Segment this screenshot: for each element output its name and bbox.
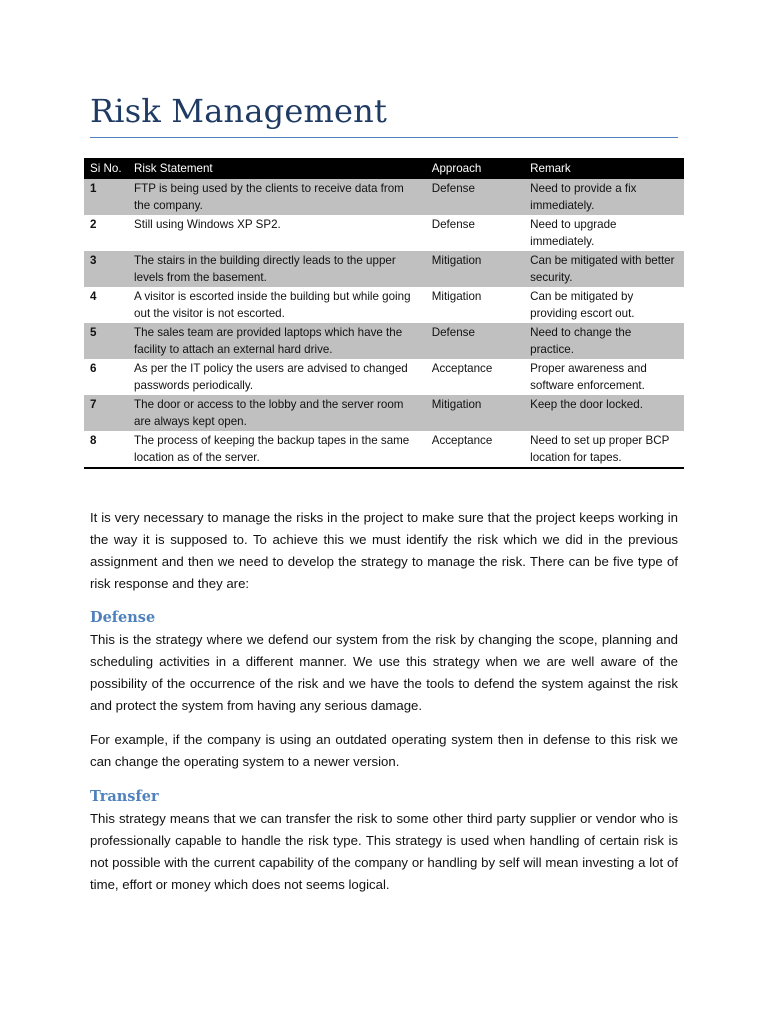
risk-table [84, 158, 684, 469]
row-remark: Need to provide a fix immediately. [524, 179, 684, 215]
row-statement: The sales team are provided laptops which have the facility to attach an external hard drive. [128, 323, 426, 359]
row-remark: Keep the door locked. [524, 395, 684, 431]
row-statement: The stairs in the building directly leads to the upper levels from the basement. [128, 251, 426, 287]
row-sl: 1 [84, 179, 128, 215]
transfer-paragraph-1: This strategy means that we can transfer the risk to some other third party supplier or vendor who is professionally capable to handle the risk type. This strategy is used when handling of certain risk is not possible with the current capability of the company or handling by self will mean investing a lot of time, effort or money which does not seems logical. [90, 811, 678, 892]
row-remark: Need to upgrade immediately. [524, 215, 684, 251]
row-remark: Need to change the practice. [524, 323, 684, 359]
row-statement: As per the IT policy the users are advised to changed passwords periodically. [128, 359, 426, 395]
table-row [84, 251, 684, 287]
row-statement: Still using Windows XP SP2. [128, 215, 426, 251]
row-approach: Acceptance [426, 431, 524, 468]
table-row [84, 215, 684, 251]
page-title: Risk Management [90, 92, 388, 130]
title-underline [90, 137, 678, 138]
row-remark: Can be mitigated with better security. [524, 251, 684, 287]
defense-paragraph-1: This is the strategy where we defend our system from the risk by changing the scope, planning and scheduling activities in a different manner. We use this strategy when we are well aware of the possibility of the occurrence of the risk and we have the tools to defend the system against the risk and protect the system from having any serious damage. [90, 632, 678, 713]
header-remark: Remark [524, 158, 684, 179]
table-row [84, 287, 684, 323]
intro-paragraph: It is very necessary to manage the risks in the project to make sure that the project keeps working in the way it is supposed to. To achieve this we must identify the risk which we did in the previous assignment and then we need to develop the strategy to manage the risk. There can be five type of risk response and they are: [90, 510, 678, 591]
row-statement: The door or access to the lobby and the server room are always kept open. [128, 395, 426, 431]
row-remark: Can be mitigated by providing escort out. [524, 287, 684, 323]
row-approach: Defense [426, 323, 524, 359]
row-statement: A visitor is escorted inside the building but while going out the visitor is not escorted. [128, 287, 426, 323]
table-row [84, 431, 684, 468]
table-row [84, 323, 684, 359]
row-remark: Need to set up proper BCP location for tapes. [524, 431, 684, 468]
header-sl-no: Si No. [84, 158, 128, 179]
row-statement: The process of keeping the backup tapes in the same location as of the server. [128, 431, 426, 468]
row-sl: 5 [84, 323, 128, 359]
defense-paragraph-2: For example, if the company is using an outdated operating system then in defense to this risk we can change the operating system to a newer version. [90, 732, 678, 769]
row-approach: Mitigation [426, 287, 524, 323]
section-heading-transfer: Transfer [90, 788, 159, 805]
row-approach: Mitigation [426, 251, 524, 287]
table-row [84, 395, 684, 431]
row-sl: 3 [84, 251, 128, 287]
row-statement: FTP is being used by the clients to receive data from the company. [128, 179, 426, 215]
row-sl: 6 [84, 359, 128, 395]
row-approach: Acceptance [426, 359, 524, 395]
row-sl: 4 [84, 287, 128, 323]
row-sl: 8 [84, 431, 128, 468]
table-row [84, 179, 684, 215]
row-approach: Mitigation [426, 395, 524, 431]
row-approach: Defense [426, 179, 524, 215]
table-header-row [84, 158, 684, 179]
header-approach: Approach [426, 158, 524, 179]
section-heading-defense: Defense [90, 609, 156, 626]
row-sl: 2 [84, 215, 128, 251]
table-row [84, 359, 684, 395]
row-approach: Defense [426, 215, 524, 251]
header-risk-statement: Risk Statement [128, 158, 426, 179]
row-sl: 7 [84, 395, 128, 431]
row-remark: Proper awareness and software enforcement. [524, 359, 684, 395]
